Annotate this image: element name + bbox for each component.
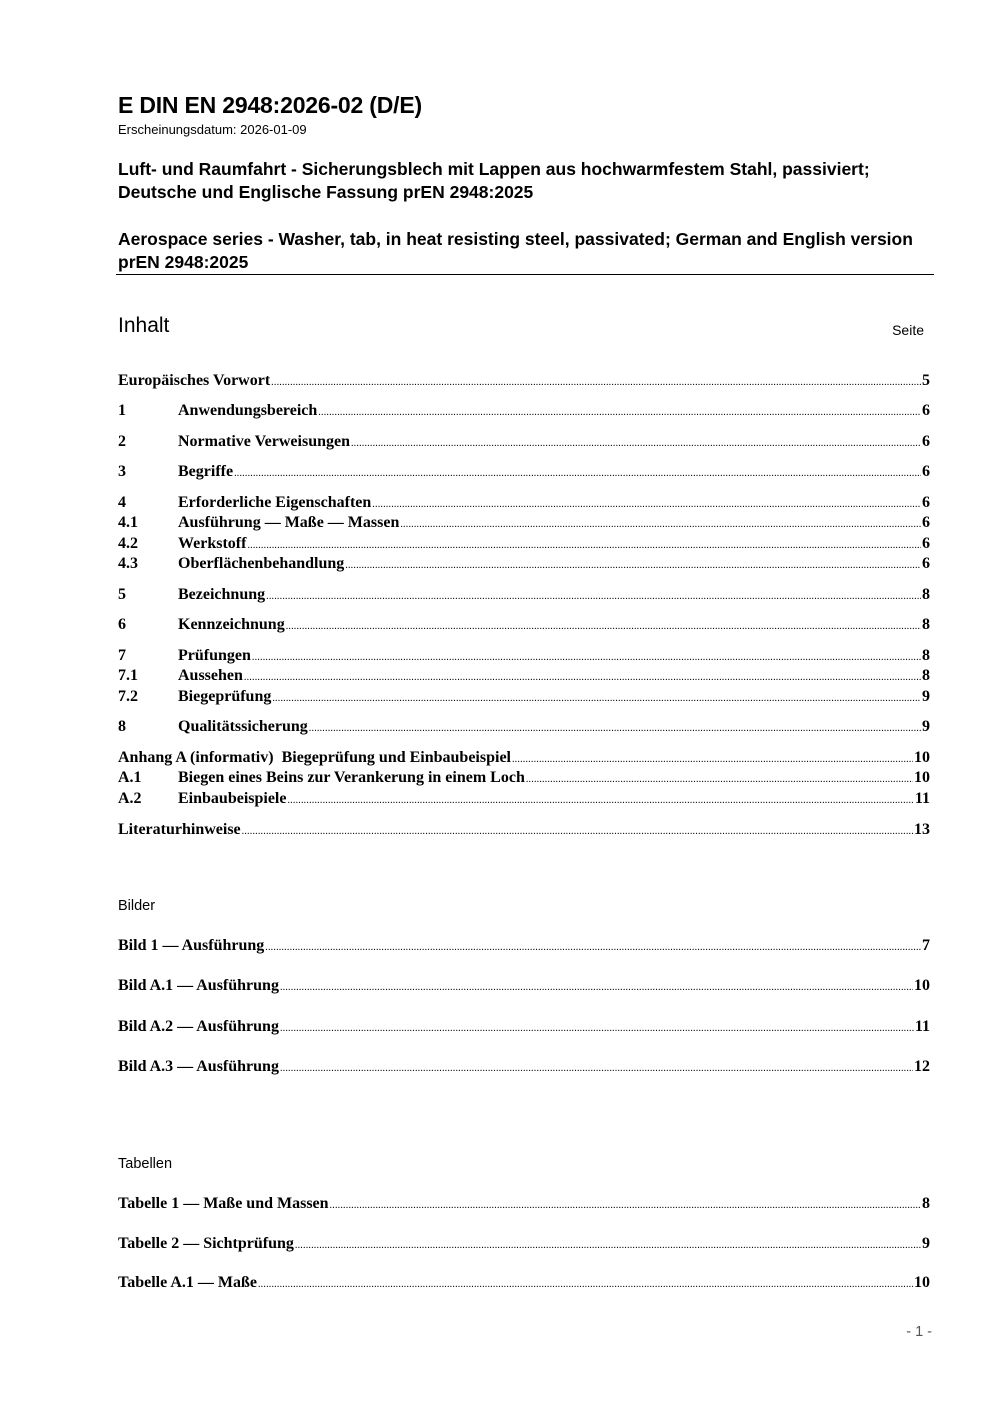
toc-entry[interactable] xyxy=(118,554,930,574)
title-english: Aerospace series - Washer, tab, in heat resisting steel, passivated; German and English version prEN 2948:2025 xyxy=(118,229,913,272)
toc-entry-page: 9 xyxy=(922,718,930,735)
toc-entry-number: 7 xyxy=(118,647,126,664)
toc-entry-text: Biegeprüfung xyxy=(178,688,272,705)
toc-entry-text: Ausführung — Maße — Massen xyxy=(178,514,400,531)
toc-leader-dots xyxy=(287,791,913,811)
toc-entry-number: 3 xyxy=(118,463,126,480)
toc-entry-text: Bezeichnung xyxy=(178,586,266,603)
figures-heading: Bilder xyxy=(118,898,156,914)
toc-leader-dots xyxy=(372,495,921,515)
toc-entry[interactable] xyxy=(118,820,930,840)
figure-entry[interactable] xyxy=(118,976,930,996)
toc-leader-dots xyxy=(309,719,921,739)
toc-entry-number: 4 xyxy=(118,494,126,511)
toc-leader-dots xyxy=(330,1196,921,1216)
toc-entry-page: 6 xyxy=(922,514,930,531)
toc-entry-number: 7.1 xyxy=(118,667,138,684)
toc-leader-dots xyxy=(244,668,921,688)
figure-entry[interactable] xyxy=(118,1017,930,1037)
toc-entry[interactable] xyxy=(118,585,930,605)
toc-entry-number: 8 xyxy=(118,718,126,735)
title-german: Luft- und Raumfahrt - Sicherungsblech mit Lappen aus hochwarmfestem Stahl, passiviert; Deutsche und Englische Fassung prEN 2948:2025 xyxy=(118,159,870,202)
toc-entry[interactable] xyxy=(118,534,930,554)
toc-entry[interactable] xyxy=(118,432,930,452)
toc-entry-page: 6 xyxy=(922,494,930,511)
toc-entry-number: 7.2 xyxy=(118,688,138,705)
figure-entry-page: 12 xyxy=(914,1058,930,1075)
figure-entry-text: Bild A.2 — Ausführung xyxy=(118,1018,279,1035)
release-date: Erscheinungsdatum: 2026-01-09 xyxy=(118,122,307,137)
toc-leader-dots xyxy=(242,822,913,842)
toc-leader-dots xyxy=(512,750,913,770)
toc-leader-dots xyxy=(526,770,913,790)
toc-entry-text: Prüfungen xyxy=(178,647,251,664)
toc-entry[interactable] xyxy=(118,615,930,635)
table-entry-text: Tabelle 2 — Sichtprüfung xyxy=(118,1235,294,1252)
toc-leader-dots xyxy=(252,648,921,668)
toc-entry-page: 10 xyxy=(914,749,930,766)
toc-entry-number: A.1 xyxy=(118,769,142,786)
toc-entry-text: Begriffe xyxy=(178,463,234,480)
toc-leader-dots xyxy=(280,1059,913,1079)
toc-entry[interactable] xyxy=(118,513,930,533)
toc-entry-page: 11 xyxy=(914,790,930,807)
toc-leader-dots xyxy=(351,434,921,454)
toc-entry-page: 6 xyxy=(922,535,930,552)
toc-entry[interactable] xyxy=(118,371,930,391)
toc-entry-text: Literaturhinweise xyxy=(118,821,241,838)
toc-entry[interactable] xyxy=(118,748,930,768)
header-divider xyxy=(116,274,934,275)
toc-page-column-label: Seite xyxy=(892,322,924,338)
toc-entry-number: 4.2 xyxy=(118,535,138,552)
toc-entry[interactable] xyxy=(118,768,930,788)
figure-entry[interactable] xyxy=(118,1057,930,1077)
table-entry-text: Tabelle 1 — Maße und Massen xyxy=(118,1195,329,1212)
toc-entry-text: Biegen eines Beins zur Verankerung in einem Loch xyxy=(178,769,525,786)
toc-entry-page: 5 xyxy=(922,372,930,389)
toc-leader-dots xyxy=(280,1019,914,1039)
toc-leader-dots xyxy=(286,617,921,637)
toc-entry-text: Anhang A (informativ) Biegeprüfung und Einbaubeispiel xyxy=(118,749,511,766)
toc-entry-number: 5 xyxy=(118,586,126,603)
document-number-title: E DIN EN 2948:2026-02 (D/E) xyxy=(118,92,422,118)
toc-entry[interactable] xyxy=(118,687,930,707)
toc-leader-dots xyxy=(318,403,921,423)
toc-leader-dots xyxy=(280,978,913,998)
toc-entry[interactable] xyxy=(118,462,930,482)
table-entry-text: Tabelle A.1 — Maße xyxy=(118,1274,257,1291)
figure-entry-text: Bild 1 — Ausführung xyxy=(118,937,265,954)
toc-entry-number: 4.3 xyxy=(118,555,138,572)
toc-entry-page: 9 xyxy=(922,688,930,705)
toc-entry-number: 2 xyxy=(118,433,126,450)
toc-entry-page: 6 xyxy=(922,433,930,450)
toc-entry-number: A.2 xyxy=(118,790,142,807)
toc-entry-text: Normative Verweisungen xyxy=(178,433,350,450)
table-entry-page: 9 xyxy=(922,1235,930,1252)
table-entry-page: 10 xyxy=(914,1274,930,1291)
toc-leader-dots xyxy=(400,515,921,535)
toc-entry-page: 8 xyxy=(922,586,930,603)
toc-entry[interactable] xyxy=(118,717,930,737)
toc-leader-dots xyxy=(234,464,921,484)
table-entry[interactable] xyxy=(118,1234,930,1254)
toc-entry-page: 8 xyxy=(922,616,930,633)
toc-entry-text: Aussehen xyxy=(178,667,243,684)
toc-entry-text: Einbaubeispiele xyxy=(178,790,287,807)
toc-entry-text: Europäisches Vorwort xyxy=(118,372,271,389)
table-entry-page: 8 xyxy=(922,1195,930,1212)
toc-leader-dots xyxy=(266,587,921,607)
figure-entry-text: Bild A.1 — Ausführung xyxy=(118,977,279,994)
toc-entry-page: 6 xyxy=(922,463,930,480)
toc-entry-text: Anwendungsbereich xyxy=(178,402,318,419)
figure-entry-page: 10 xyxy=(914,977,930,994)
toc-leader-dots xyxy=(265,938,921,958)
toc-entry-text: Oberflächenbehandlung xyxy=(178,555,345,572)
toc-entry-text: Qualitätssicherung xyxy=(178,718,308,735)
toc-entry-text: Werkstoff xyxy=(178,535,247,552)
toc-entry-number: 4.1 xyxy=(118,514,138,531)
toc-entry[interactable] xyxy=(118,493,930,513)
figure-entry-text: Bild A.3 — Ausführung xyxy=(118,1058,279,1075)
toc-entry-number: 1 xyxy=(118,402,126,419)
toc-entry-page: 8 xyxy=(922,647,930,664)
toc-heading: Inhalt xyxy=(118,314,170,337)
toc-entry-number: 6 xyxy=(118,616,126,633)
toc-entry[interactable] xyxy=(118,646,930,666)
table-entry[interactable] xyxy=(118,1194,930,1214)
figure-entry[interactable] xyxy=(118,936,930,956)
toc-leader-dots xyxy=(295,1236,921,1256)
toc-entry-page: 8 xyxy=(922,667,930,684)
tables-heading: Tabellen xyxy=(118,1156,173,1172)
figure-entry-page: 11 xyxy=(914,1018,930,1035)
toc-leader-dots xyxy=(258,1275,913,1295)
toc-entry-page: 6 xyxy=(922,402,930,419)
toc-entry[interactable] xyxy=(118,789,930,809)
toc-leader-dots xyxy=(345,556,921,576)
toc-entry[interactable] xyxy=(118,401,930,421)
toc-entry-page: 13 xyxy=(914,821,930,838)
toc-entry-text: Kennzeichnung xyxy=(178,616,285,633)
toc-leader-dots xyxy=(247,536,921,556)
toc-entry-text: Erforderliche Eigenschaften xyxy=(178,494,372,511)
footer-page-number: - 1 - xyxy=(906,1324,932,1340)
toc-leader-dots xyxy=(272,689,921,709)
toc-entry[interactable] xyxy=(118,666,930,686)
table-entry[interactable] xyxy=(118,1273,930,1293)
toc-entry-page: 10 xyxy=(914,769,930,786)
toc-entry-page: 6 xyxy=(922,555,930,572)
figure-entry-page: 7 xyxy=(922,937,930,954)
toc-leader-dots xyxy=(271,373,921,393)
